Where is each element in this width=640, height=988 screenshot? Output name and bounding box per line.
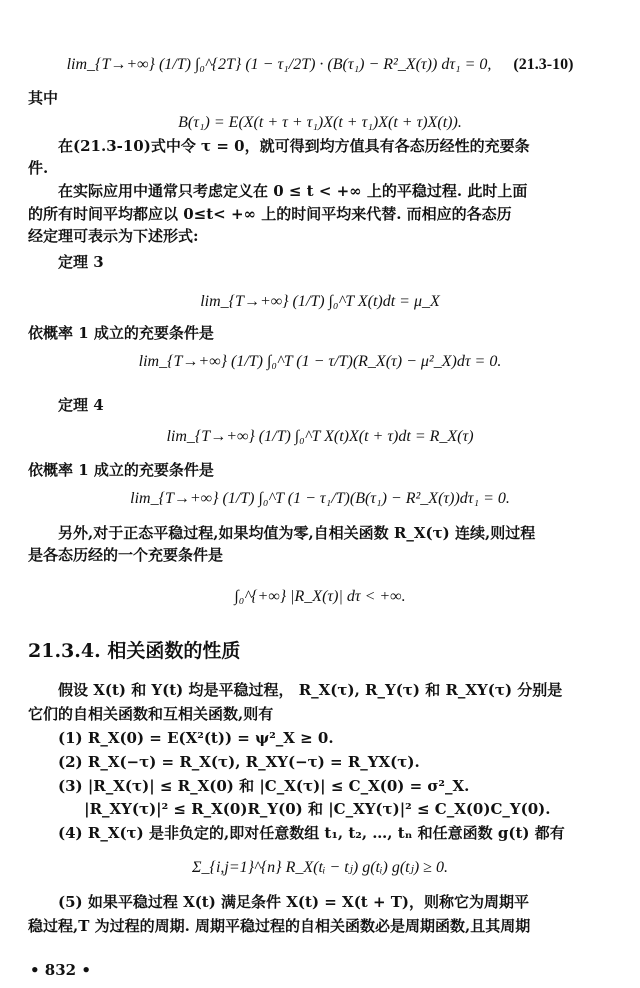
paragraph-line: 在(21.3-10)式中令 τ = 0，就可得到均方值具有各态历经性的充要条 (58, 137, 530, 155)
condition-label: 依概率 1 成立的充要条件是 (28, 461, 214, 479)
property-2: (2) R_X(−τ) = R_X(τ), R_XY(−τ) = R_YX(τ). (58, 753, 420, 771)
property-1: (1) R_X(0) = E(X²(t)) = ψ²_X ≥ 0. (58, 729, 334, 747)
theorem-3-equation: lim_{T→+∞} (1/T) ∫₀^T X(t)dt = μ_X (200, 293, 440, 310)
property-4: (4) R_X(τ) 是非负定的,即对任意数组 t₁, t₂, …, tₙ 和任意函数 g(t) 都有 (58, 824, 565, 842)
property-5-cont: 稳过程,T 为过程的周期. 周期平稳过程的自相关函数必是周期函数,且其周期 (28, 917, 531, 935)
property-5: (5) 如果平稳过程 X(t) 满足条件 X(t) = X(t + T)，则称它为周期平 (58, 893, 529, 911)
paragraph-line: 件. (28, 159, 49, 177)
paragraph-line: 是各态历经的一个充要条件是 (28, 546, 224, 564)
section-heading: 21.3.4. 相关函数的性质 (28, 640, 241, 662)
normal-process-equation: ∫₀^{+∞} |R_X(τ)| dτ < +∞. (234, 588, 406, 605)
paragraph-line: 另外,对于正态平稳过程,如果均值为零,自相关函数 R_X(τ) 连续,则过程 (58, 524, 536, 542)
condition-label: 依概率 1 成立的充要条件是 (28, 324, 214, 342)
paragraph-line: 在实际应用中通常只考虑定义在 0 ≤ t < +∞ 上的平稳过程. 此时上面 (58, 182, 528, 200)
paragraph-line: 的所有时间平均都应以 0≤t< +∞ 上的时间平均来代替. 而相应的各态历 (28, 205, 512, 223)
page-number: • 832 • (30, 961, 91, 979)
property-3-cont: |R_XY(τ)|² ≤ R_X(0)R_Y(0) 和 |C_XY(τ)|² ≤ C_X(0)C_Y(0). (58, 800, 551, 818)
theorem-3-condition: lim_{T→+∞} (1/T) ∫₀^T (1 − τ/T)(R_X(τ) − μ²_X)dτ = 0. (138, 353, 502, 370)
where-label: 其中 (28, 89, 59, 107)
equation-text: lim_{T→+∞} (1/T) ∫₀^{2T} (1 − τ₁/2T) · (B(τ₁) − R²_X(τ)) dτ₁ = 0, (66, 56, 492, 73)
property-3: (3) |R_X(τ)| ≤ R_X(0) 和 |C_X(τ)| ≤ C_X(0) = σ²_X. (58, 777, 470, 795)
paragraph-line: 假设 X(t) 和 Y(t) 均是平稳过程， R_X(τ), R_Y(τ) 和 R_XY(τ) 分别是 (58, 681, 563, 699)
sum-equation: Σ_{i,j=1}^{n} R_X(tᵢ − tⱼ) g(tᵢ) g(tⱼ) ≥ 0. (192, 859, 448, 876)
paragraph-line: 经定理可表示为下述形式: (28, 227, 199, 245)
theorem-4-label: 定理 4 (58, 396, 104, 414)
equation-number: (21.3-10) (513, 56, 574, 73)
equation-B: B(τ₁) = E(X(t + τ + τ₁)X(t + τ₁)X(t + τ)X(t)). (178, 114, 462, 131)
equation-21-3-10 (0, 55, 640, 75)
theorem-4-equation: lim_{T→+∞} (1/T) ∫₀^T X(t)X(t + τ)dt = R_X(τ) (166, 428, 474, 445)
paragraph-line: 它们的自相关函数和互相关函数,则有 (28, 705, 274, 723)
theorem-4-condition: lim_{T→+∞} (1/T) ∫₀^T (1 − τ₁/T)(B(τ₁) − R²_X(τ))dτ₁ = 0. (130, 490, 510, 507)
theorem-3-label: 定理 3 (58, 253, 104, 271)
